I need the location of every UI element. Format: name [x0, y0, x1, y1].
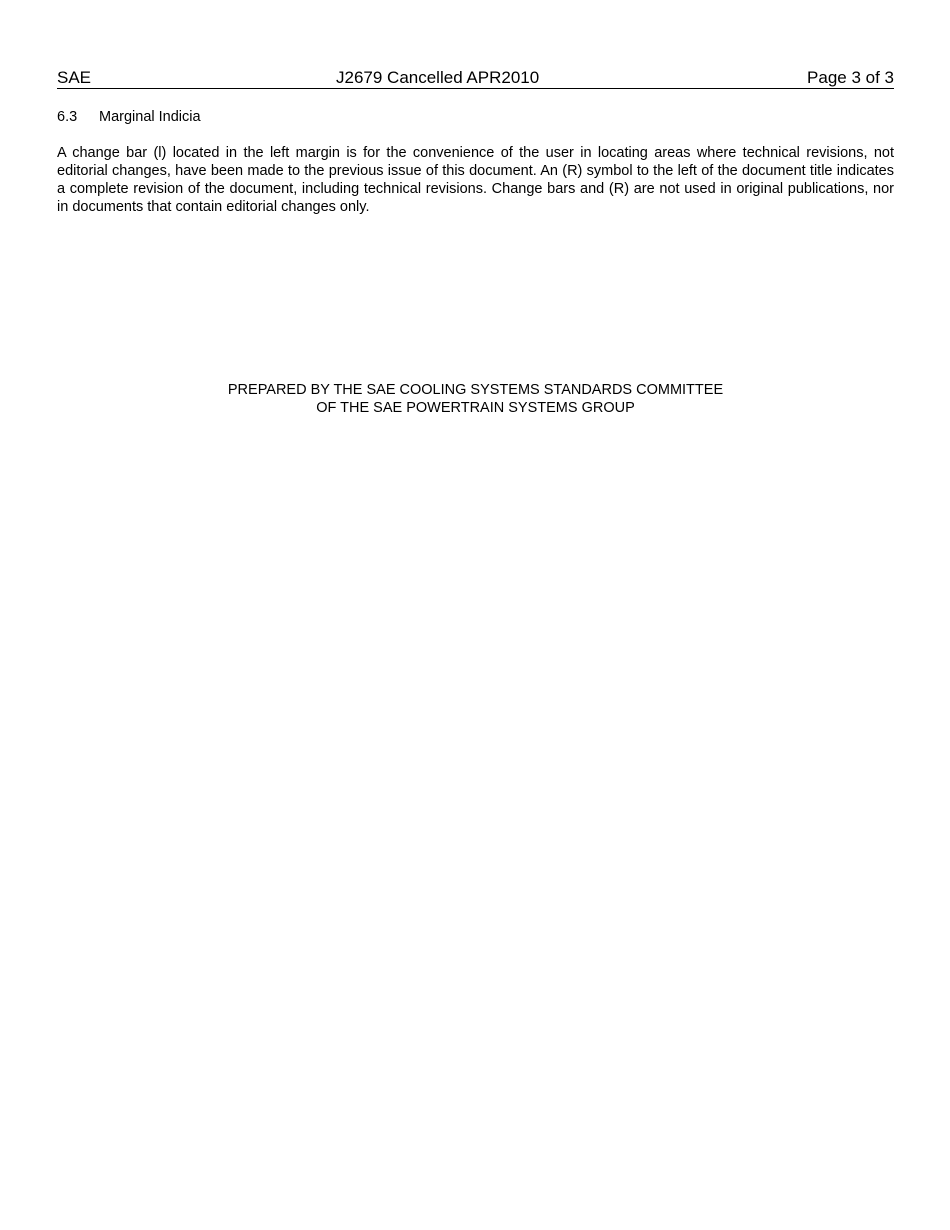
- prepared-by-line-1: PREPARED BY THE SAE COOLING SYSTEMS STANDARDS COMMITTEE: [227, 382, 724, 398]
- header-organization: SAE: [57, 68, 92, 87]
- header-page-number: Page 3 of 3: [807, 68, 894, 87]
- running-header: [57, 68, 894, 89]
- section-heading: [57, 108, 894, 126]
- document-page: [57, 68, 894, 417]
- section-title: Marginal Indicia: [99, 109, 201, 125]
- header-document-id: J2679 Cancelled APR2010: [336, 68, 540, 87]
- body-paragraph: A change bar (l) located in the left margin is for the convenience of the user in locating areas where technical revisions, not editorial changes, have been made to the previous issue of this document. An (R) symbol to the left of the document title indicates a complete revision of the document, including technical revisions. Change bars and (R) are not used in original publications, nor in documents that contain editorial changes only.: [57, 145, 894, 215]
- section-number: 6.3: [57, 109, 78, 125]
- prepared-by-block: [57, 381, 894, 417]
- prepared-by-line-2: OF THE SAE POWERTRAIN SYSTEMS GROUP: [316, 400, 635, 416]
